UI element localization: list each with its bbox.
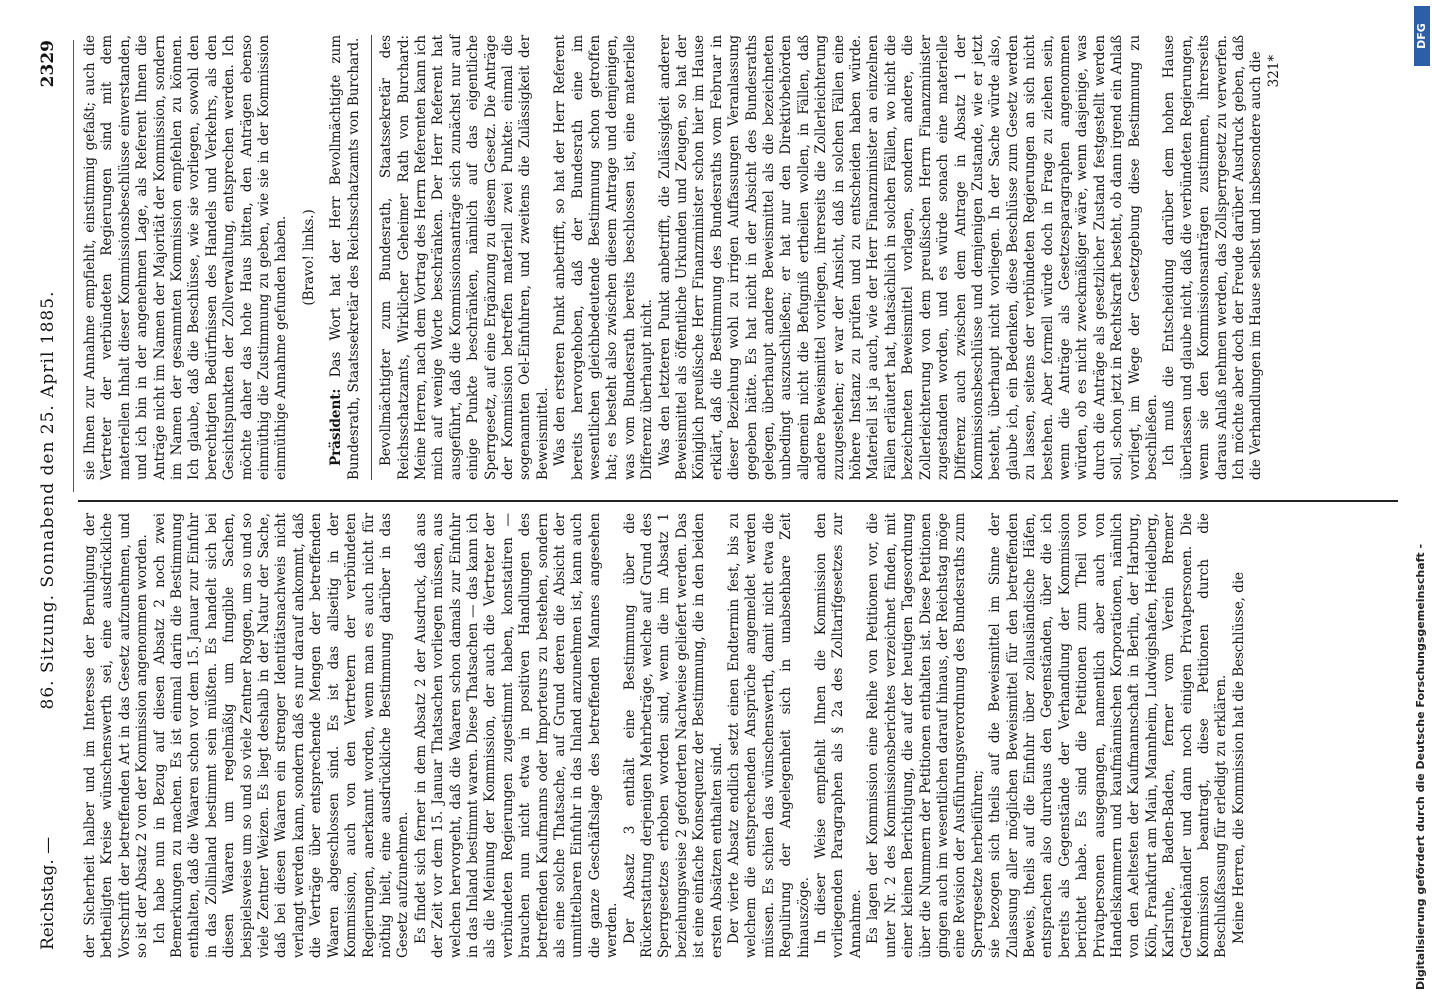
paragraph: Der vierte Absatz endlich setzt einen Endtermin fest, bis zu welchem die entsprechenden Ansprüche angemeldet werden müssen. Es schien das wünschenswerth, damit nicht etwa die Regulirung der Angelegenheit sich in unabsehbare Zeit hinauszöge. [726, 513, 812, 958]
section-divider [371, 35, 372, 480]
paragraph: Bevollmächtigter zum Bundesrath, Staatssekretär des Reichsschatzamts, Wirklicher Geheimer Rath von Burchard: Meine Herren, nach dem Vortrag des Herrn Referenten kann ich mich auf wenige Worte beschränken. Der Herr Referent hat ausgeführt, daß die Kommissionsanträge sich zunächst nur auf einige Punkte beschränken, nämlich auf das eigentliche Sperrgesetz, auf eine Ergänzung zu diesem Gesetz. Die Anträge der Kommission betreffen materiell zwei Punkte: einmal die sogenannten Oel-Einfuhren, und zweitens die Zulässigkeit der Beweismittel. [378, 35, 551, 480]
left-column [82, 513, 1248, 958]
header-title: 86. Sitzung. Sonnabend den 25. April 1885. [38, 290, 58, 710]
paragraph: sie bezogen sich theils auf die Beweismittel im Sinne der Zulassung aller möglichen Beweismittel für den betreffenden Beweis, theils auf die Einfuhr über zollausländische Häfen, entsprachen also durchaus den Gegenständen, über die ich bereits als Gegenstände der Verhandlung der Kommission berichtet habe. Es sind die Petitionen zum Theil von Privatpersonen ausgegangen, namentlich aber auch von Handelskammern und kaufmännischen Korporationen, nämlich von den Aeltesten der Kaufmannschaft in Berlin, der Harburg, Köln, Frankfurt am Main, Mannheim, Ludwigshafen, Heidelberg, Karlsruhe, Baden-Baden, ferner vom Verein Bremer Getreidehändler und dann noch einigen Privatpersonen. Die Kommission beantragt, diese Petitionen durch die Beschlußfassung für erledigt zu erklären. [987, 513, 1230, 958]
page-header [38, 20, 68, 980]
column-divider [78, 500, 1398, 502]
paragraph: Es lagen der Kommission eine Reihe von Petitionen vor, die unter Nr. 2 des Kommissionsberichtes verzeichnet finden, mit einer kleinen Berichtigung, die auf der heutigen Tagesordnung über die Nummern der Petitionen enthalten ist. Diese Petitionen gingen auch im wesentlichen darauf hinaus, der Reichstag möge eine Revision der Ausführungsverordnung des Bundesraths zum Sperrgesetze herbeiführen; [865, 513, 986, 958]
signature-mark: 321* [1265, 55, 1282, 88]
paragraph: der Sicherheit halber und im Interesse der Beruhigung der betheiligten Kreise wünschenswerth sei, eine ausdrückliche Vorschrift der betreffenden Art in das Gesetz aufzunehmen, und so ist der Absatz 2 von der Kommission angenommen worden. [82, 513, 151, 958]
president-paragraph [328, 35, 363, 480]
paragraph: In dieser Weise empfiehlt Ihnen die Kommission den vorliegenden Paragraphen als § 2a des Zolltarifgesetzes zur Annahme. [813, 513, 864, 958]
president-text: Das Wort hat der Herr Bevollmächtigte zum Bundesrath, Staatssekretär des Reichsschatzamts von Burchard. [328, 35, 362, 480]
paragraph: Meine Herren, die Kommission hat die Beschlüsse, die [1230, 572, 1247, 944]
dfg-logo: DFG [1414, 6, 1430, 66]
speaker-label: Präsident: [328, 388, 345, 466]
paragraph: sie Ihnen zur Annahme empfiehlt, einstimmig gefaßt; auch die Vertreter der verbündeten Regierungen sind mit dem materiellen Inhalt dieser Kommissionsbeschlüsse einverstanden, und ich bin in der angenehmen Lage, als Referent Ihnen die Anträge nicht im Namen der Majorität der Kommission, sondern im Namen der gesammten Kommission empfehlen zu können. Ich glaube, daß die Beschlüsse, wie sie vorliegen, sowohl den berechtigten Bedürfnissen des Handels und Verkehrs, als den Gesichtspunkten der Zollverwaltung, entsprechen werden. Ich möchte daher das hohe Haus bitten, den Anträgen ebenso einmüthig die Zustimmung zu geben, wie sie in der Kommission einmüthige Annahme gefunden haben. [82, 35, 290, 480]
paragraph: Was den letzteren Punkt anbetrifft, die Zulässigkeit anderer Beweismittel als öffentliche Urkunden und Zeugen, so hat der Königlich preußische Herr Finanzminister schon hier im Hause erklärt, daß die Bestimmung des Bundesraths vom Februar in dieser Beziehung wohl zu irrigen Auffassungen Veranlassung gegeben hätte. Es hat nicht in der Absicht des Bundesraths gelegen, überhaupt andere Beweismittel als die bezeichneten unbedingt auszuschließen; er hat nur den Direktivbehörden allgemein nicht die Befugniß ertheilen wollen, in Fällen, daß andere Beweismittel vorliegen, ihrerseits die Zollerleichterung zuzugestehen; er war der Ansicht, daß in solchen Fällen eine höhere Instanz zu prüfen und zu entscheiden haben würde. Materiell ist ja auch, wie der Herr Finanzminister an einzelnen Fällen erläutert hat, thatsächlich in solchen Fällen, wo nicht die bezeichneten Beweismittel vorlagen, sondern andere, die Zollerleichterung von dem preußischen Herrn Finanzminister zugestanden worden, und es würde sonach eine materielle Differenz auch zwischen dem Antrage in Absatz 1 der Kommissionsbeschlüsse und demjenigen Zustande, wie er jetzt besteht, überhaupt nicht vorliegen. In der Sache würde also, glaube ich, ein Bedenken, diese Beschlüsse zum Gesetz werden zu lassen, seitens der verbündeten Regierungen an sich nicht bestehen. Aber formell würde doch in Frage zu ziehen sein, wenn die Anträge als Gesetzesparagraphen angenommen würden, ob es nicht zweckmäßiger wäre, wenn dasjenige, was durch die Anträge als gesetzlicher Zustand festgestellt werden soll, schon jetzt in Rechtskraft besteht, ob dann irgend ein Anlaß vorliegt, im Wege der Gesetzgebung diese Bestimmung zu beschließen. [656, 35, 1160, 480]
right-column [82, 35, 1283, 480]
header-left: Reichstag. — [38, 836, 58, 950]
paragraph: Ich habe nun in Bezug auf diesen Absatz 2 noch zwei Bemerkungen zu machen. Es ist einmal darin die Bestimmung enthalten, daß die Waaren schon vor dem 15. Januar zur Einfuhr in das Zollinland bestimmt sein müßten. Es handelt sich bei diesen Waaren um regelmäßig um fungible Sachen, beispielsweise um so und so viele Zentner Roggen, um so und so viele Zentner Weizen. Es liegt deshalb in der Natur der Sache, daß bei diesen Waaren ein strenger Identitätsnachweis nicht verlangt werden kann, sondern daß es nur darauf ankommt, daß die Verträge über entsprechende Mengen der betreffenden Waaren abgeschlossen sind. Es ist das allseitig in der Kommission, auch von den Vertretern der verbündeten Regierungen, anerkannt worden, wenn man es auch nicht für nöthig hielt, eine ausdrückliche Bestimmung darüber in das Gesetz aufzunehmen. [151, 513, 412, 958]
paragraph: Ich muß die Entscheidung darüber dem hohen Hause überlassen und glaube nicht, daß die verbündeten Regierungen, wenn sie den Kommissionsanträgen zustimmen, ihrerseits daraus Anlaß nehmen werden, das Zollsperrgesetz zu verwerfen. Ich möchte aber doch der Freude darüber Ausdruck geben, daß die Verhandlungen im Hause selbst und insbesondere auch die [1161, 35, 1265, 480]
paragraph: Was den ersteren Punkt anbetrifft, so hat der Herr Referent bereits hervorgehoben, daß der Bundesrath eine im wesentlichen gleichbedeutende Bestimmung schon getroffen hat; es besteht also zwischen diesem Antrage und demjenigen, was vom Bundesrath bereits beschlossen ist, eine materielle Differenz überhaupt nicht. [552, 35, 656, 480]
page-number: 2329 [38, 40, 58, 88]
header-rule [73, 40, 74, 492]
applause-note: (Bravo! links.) [300, 209, 317, 306]
digitization-notice: Digitalisierung gefördert durch die Deutsche Forschungsgemeinschaft - [1414, 543, 1427, 990]
newspaper-page [26, 20, 1406, 980]
paragraph: Der Absatz 3 enthält eine Bestimmung über die Rückerstattung derjenigen Mehrbeträge, welche auf Grund des Sperrgesetzes erhoben worden sind, wenn die im Absatz 1 beziehungsweise 2 geforderten Nachweise geliefert werden. Das ist eine einfache Konsequenz der Bestimmung, die in den beiden ersten Absätzen enthalten sind. [621, 513, 725, 958]
paragraph: Es findet sich ferner in dem Absatz 2 der Ausdruck, daß aus der Zeit vor dem 15. Januar Thatsachen vorliegen müssen, aus welchen hervorgeht, daß die Waaren schon damals zur Einfuhr in das Inland bestimmt waren. Diese Thatsachen — das kann ich als die Meinung der Kommission, der auch die Vertreter der verbündeten Regierungen zugestimmt haben, konstatiren — brauchen nun nicht etwa in positiven Handlungen des betreffenden Kaufmanns oder Importeurs zu bestehen, sondern als eine solche Thatsache, auf Grund deren die Absicht der unmittelbaren Einfuhr in das Inland anzunehmen ist, kann auch die ganze Geschäftslage des betreffenden Mannes angesehen werden. [412, 513, 621, 958]
